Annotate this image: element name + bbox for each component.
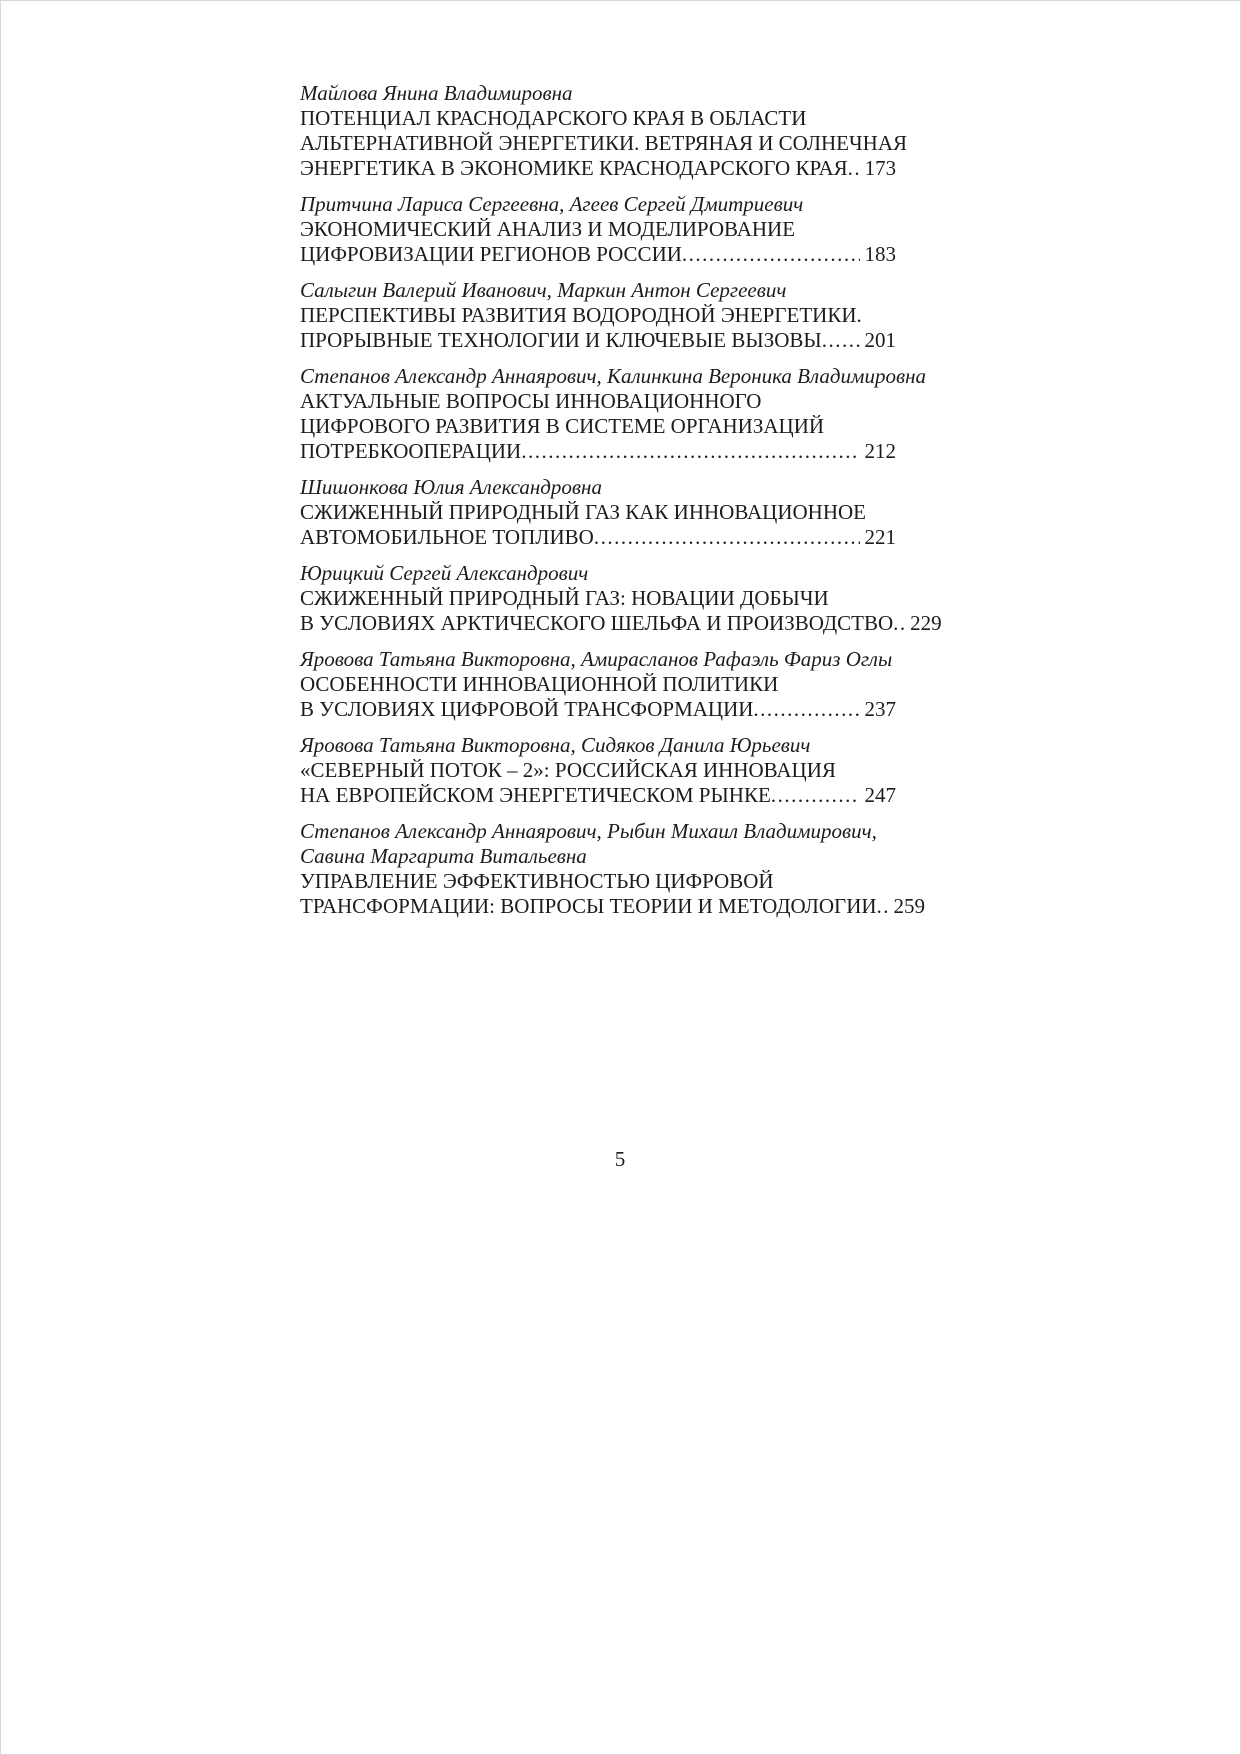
toc-entry-title-line: СЖИЖЕННЫЙ ПРИРОДНЫЙ ГАЗ КАК ИННОВАЦИОННОЕ [300,500,867,524]
toc-entry-title-text: ЦИФРОВИЗАЦИИ РЕГИОНОВ РОССИИ [300,242,682,266]
toc-entry-page-number: 201 [864,328,896,352]
toc-entry-title-text: В УСЛОВИЯХ ЦИФРОВОЙ ТРАНСФОРМАЦИИ [300,697,754,721]
toc-entry-page-number: 212 [864,439,896,463]
toc-entry-title-last-line [300,894,926,919]
toc-entry [300,475,896,550]
toc-entry-title-last-line [300,783,896,808]
toc-entry-title-last-line [300,156,896,181]
toc-entry-page-number: 247 [864,783,896,807]
toc-entry [300,819,926,919]
toc-entry-authors: Яровова Татьяна Викторовна, Сидяков Данила Юрьевич [300,733,811,757]
page-number: 5 [614,1147,626,1171]
toc-entry-title-line: ЦИФРОВОГО РАЗВИТИЯ В СИСТЕМЕ ОРГАНИЗАЦИЙ [300,414,825,438]
dot-leader [771,783,860,808]
dot-leader [682,242,860,267]
toc-entry-page-number: 229 [910,611,942,635]
toc-entry-title-line: ЭКОНОМИЧЕСКИЙ АНАЛИЗ И МОДЕЛИРОВАНИЕ [300,217,796,241]
toc-entry-title-text: ТРАНСФОРМАЦИИ: ВОПРОСЫ ТЕОРИИ И МЕТОДОЛОГИИ [300,894,877,918]
toc-entry-page-number: 259 [893,894,926,918]
toc-entry-title-line: УПРАВЛЕНИЕ ЭФФЕКТИВНОСТЬЮ ЦИФРОВОЙ [300,869,774,893]
toc-entry-title-last-line [300,328,896,353]
dot-leader [521,439,859,464]
dot-leader [594,525,860,550]
toc-entry [300,561,942,636]
toc-entry [300,364,926,464]
toc-entry-authors: Савина Маргарита Витальевна [300,844,587,868]
toc-entry-title-last-line [300,439,896,464]
toc-entry-title-line: ПОТЕНЦИАЛ КРАСНОДАРСКОГО КРАЯ В ОБЛАСТИ [300,106,807,130]
toc-entry-page-number: 173 [864,156,897,180]
toc-entry-title-line: АЛЬТЕРНАТИВНОЙ ЭНЕРГЕТИКИ. ВЕТРЯНАЯ И СОЛНЕЧНАЯ [300,131,908,155]
toc-entry-title-text: НА ЕВРОПЕЙСКОМ ЭНЕРГЕТИЧЕСКОМ РЫНКЕ [300,783,771,807]
toc-entry-title-line: ОСОБЕННОСТИ ИННОВАЦИОННОЙ ПОЛИТИКИ [300,672,779,696]
toc-entry-title-line: ПЕРСПЕКТИВЫ РАЗВИТИЯ ВОДОРОДНОЙ ЭНЕРГЕТИКИ. [300,303,862,327]
toc-entry-title-text: АВТОМОБИЛЬНОЕ ТОПЛИВО [300,525,594,549]
toc-entry-authors: Юрицкий Сергей Александрович [300,561,589,585]
toc-entry-title-text: ПОТРЕБКООПЕРАЦИИ [300,439,522,463]
toc-entry-title-last-line [300,242,896,267]
toc-entry [300,278,896,353]
toc-entry-authors: Притчина Лариса Сергеевна, Агеев Сергей Дмитриевич [300,192,804,216]
toc-entry-authors: Шишонкова Юлия Александровна [300,475,602,499]
toc-entry-title-line: «СЕВЕРНЫЙ ПОТОК – 2»: РОССИЙСКАЯ ИННОВАЦИЯ [300,758,836,782]
toc-entry-title-line: СЖИЖЕННЫЙ ПРИРОДНЫЙ ГАЗ: НОВАЦИИ ДОБЫЧИ [300,586,829,610]
toc-entry-authors: Салыгин Валерий Иванович, Маркин Антон Сергеевич [300,278,787,302]
toc-entry [300,647,896,722]
toc-entry-title-last-line [300,611,942,636]
dot-leader [848,156,860,181]
toc-entry-title-line: АКТУАЛЬНЫЕ ВОПРОСЫ ИННОВАЦИОННОГО [300,389,762,413]
toc-entry-page-number: 237 [864,697,896,721]
toc-entry-page-number: 183 [864,242,896,266]
toc-entry-title-last-line [300,525,896,550]
dot-leader [753,697,859,722]
toc-entry-title-text: ЭНЕРГЕТИКА В ЭКОНОМИКЕ КРАСНОДАРСКОГО КРАЯ [300,156,848,180]
dot-leader [822,328,860,353]
toc-entry [300,733,896,808]
toc-entry [300,81,908,181]
toc-entry-authors: Майлова Янина Владимировна [300,81,573,105]
toc-entry-authors: Степанов Александр Аннаярович, Калинкина Вероника Владимировна [300,364,926,388]
dot-leader [893,611,905,636]
toc-entry-title-text: ПРОРЫВНЫЕ ТЕХНОЛОГИИ И КЛЮЧЕВЫЕ ВЫЗОВЫ [300,328,822,352]
table-of-contents [300,81,942,930]
dot-leader [877,894,889,919]
toc-entry-authors: Яровова Татьяна Викторовна, Амирасланов Рафаэль Фариз Оглы [300,647,893,671]
toc-entry-page-number: 221 [864,525,896,549]
toc-entry-authors: Степанов Александр Аннаярович, Рыбин Михаил Владимирович, [300,819,877,843]
toc-entry-title-text: В УСЛОВИЯХ АРКТИЧЕСКОГО ШЕЛЬФА И ПРОИЗВОДСТВО [300,611,894,635]
toc-entry [300,192,896,267]
toc-entry-title-last-line [300,697,896,722]
